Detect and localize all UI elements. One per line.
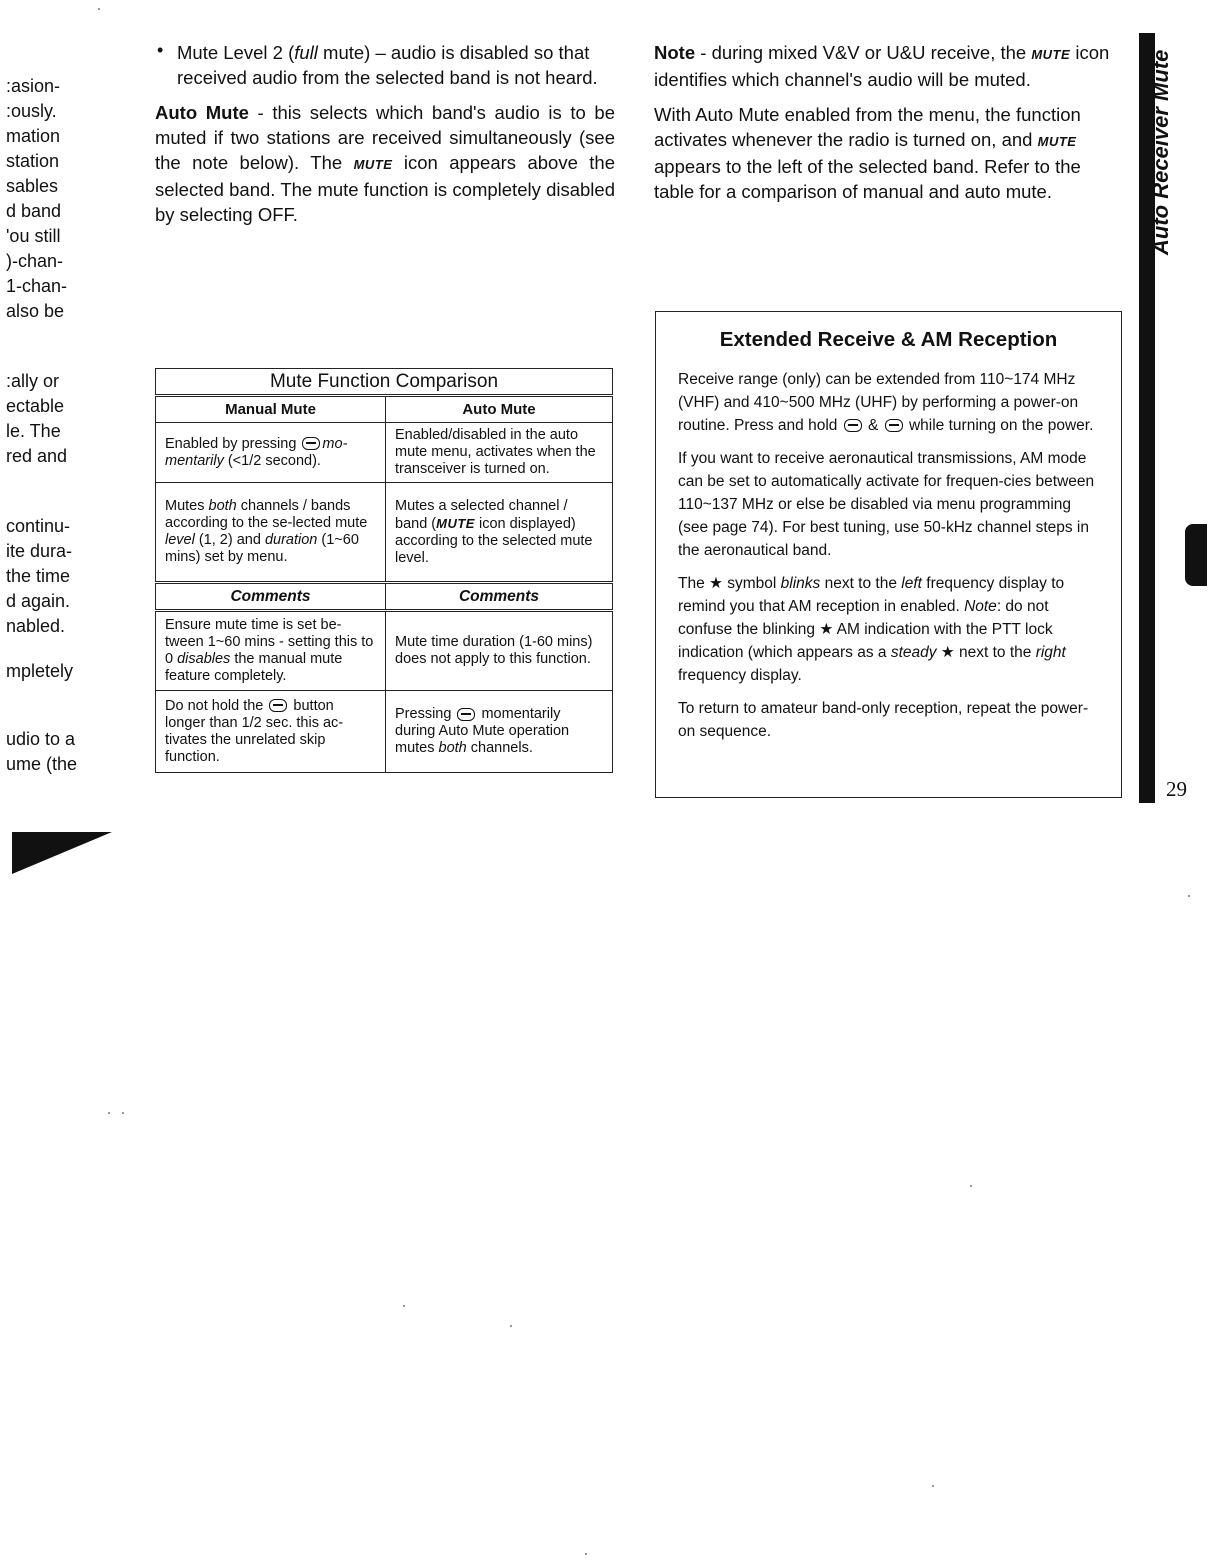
scan-speck [98,8,100,10]
bullet-text: Mute Level 2 (full mute) – audio is disabled so that received audio from the selected band is not heard. [177,42,598,88]
col-header-manual: Manual Mute [156,396,386,423]
left-column [155,40,615,227]
home-button-icon [885,419,903,432]
scan-speck [122,1112,124,1114]
table-cell: Mute time duration (1-60 mins) does not apply to this function. [386,611,613,691]
table-cell: Enabled/disabled in the auto mute menu, activates when the transceiver is turned on. [386,423,613,483]
scan-speck [1188,895,1190,897]
edge-fragment: 'ou still [6,226,61,246]
right-column [654,40,1122,204]
edge-fragment: the time [6,566,71,586]
scan-speck [932,1485,934,1487]
extended-receive-box [655,311,1122,798]
scan-speck [108,1112,110,1114]
edge-fragment: )-chan- [6,251,64,271]
scan-smear [12,832,112,874]
edge-fragment: 1-chan- [6,276,68,296]
edge-fragment: also be [6,301,65,321]
edge-fragment: continu- [6,516,71,536]
box-title: Extended Receive & AM Reception [719,328,1058,351]
auto-mute-paragraph: Auto Mute - this selects which band's audio is to be muted if two stations are received simultaneously (see the note below). The MUTE icon appears above the selected band. The mute function is completely disabled by selecting OFF. [155,102,615,225]
mute-comparison-table [155,368,613,773]
edge-fragment: ite dura- [6,541,73,561]
comments-header-manual: Comments [156,583,386,611]
box-paragraph: If you want to receive aeronautical transmissions, AM mode can be set to automatically activate for frequen-cies between 110~137 MHz or else be disabled via menu programming (see page 74). For best tuning, use 50-kHz channel steps in the aeronautical band. [678,450,1095,559]
edge-fragment: nabled. [6,616,66,636]
scan-speck [403,1305,405,1307]
note-paragraph: Note - during mixed V&V or U&U receive, the MUTE icon identifies which channel's audio will be muted. [654,42,1110,90]
edge-fragment: ume (the [6,754,78,774]
edge-fragment: d band [6,201,62,221]
scan-speck [970,1185,972,1187]
table-cell: Enabled by pressing mo-mentarily (<1/2 second). [156,423,386,483]
table-cell: Mutes a selected channel / band (MUTE icon displayed) according to the selected mute level. [386,483,613,583]
table-cell: Pressing momentarily during Auto Mute operation mutes both channels. [386,691,613,773]
bullet-dot-icon: • [157,40,164,60]
comments-header-auto: Comments [386,583,613,611]
section-side-title: Auto Receiver Mute [1148,49,1173,255]
scan-speck [585,1553,587,1555]
edge-fragment: le. The [6,421,61,441]
edge-fragment: d again. [6,591,71,611]
scan-speck [510,1325,512,1327]
edge-fragment: sables [6,176,59,196]
col-header-auto: Auto Mute [386,396,613,423]
mute-button-icon [302,437,320,450]
edge-fragment: mation [6,126,61,146]
table-cell: Ensure mute time is set be-tween 1~60 mins - setting this to 0 disables the manual mute feature completely. [156,611,386,691]
auto-mute-enabled-paragraph: With Auto Mute enabled from the menu, the function activates whenever the radio is turned on, and MUTE appears to the left of the selected band. Refer to the table for a comparison of manual and auto mute. [654,104,1081,202]
skip-button-icon [269,699,287,712]
language-tab-marker [1185,524,1207,586]
edge-fragment: :ously. [6,101,57,121]
edge-fragment: :asion- [6,76,61,96]
table-cell: Do not hold the button longer than 1/2 sec. this ac-tivates the unrelated skip function. [156,691,386,773]
edge-fragment: station [6,151,60,171]
scan-button-icon [844,419,862,432]
edge-fragment: udio to a [6,729,76,749]
edge-fragment: mpletely [6,661,74,681]
edge-fragment: ectable [6,396,65,416]
box-paragraph: The ★ symbol blinks next to the left frequency display to remind you that AM reception in enabled. Note: do not confuse the blinking ★ AM indication with the PTT lock indication (which appears as a steady ★ next to the right frequency display. [678,575,1066,684]
bullet-item [155,40,615,90]
mute-button-icon [457,708,475,721]
box-paragraph: To return to amateur band-only reception, repeat the power-on sequence. [678,700,1089,740]
table-title: Mute Function Comparison [156,369,613,396]
edge-fragment: red and [6,446,68,466]
edge-fragment: :ally or [6,371,60,391]
box-paragraph: Receive range (only) can be extended from 110~174 MHz (VHF) and 410~500 MHz (UHF) by performing a power-on routine. Press and hold & while turning on the power. [678,371,1094,434]
page-number: 29 [1166,777,1187,801]
table-cell: Mutes both channels / bands according to the se-lected mute level (1, 2) and duration (1~60 mins) set by menu. [156,483,386,583]
